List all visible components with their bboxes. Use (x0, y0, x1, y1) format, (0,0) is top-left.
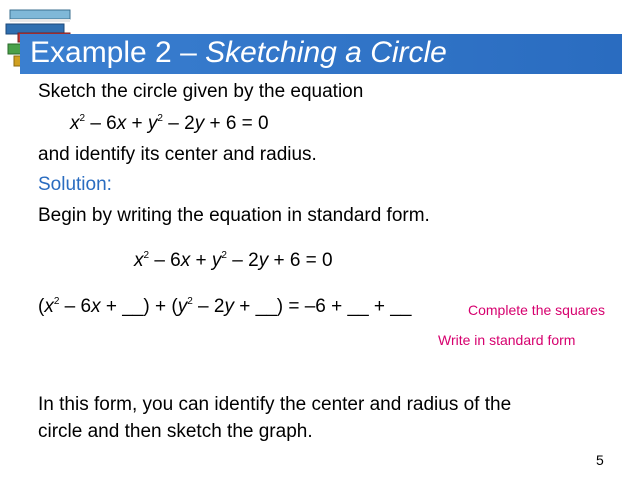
note-standard-form: Write in standard form (438, 332, 576, 348)
eq-part: + __) + ( (100, 296, 178, 317)
var-y: y (224, 296, 234, 317)
eq-part: – 6 (149, 250, 181, 271)
exponent: 2 (221, 250, 227, 261)
eq-part: + 6 = 0 (204, 113, 269, 134)
eq-part: + __) = –6 + __ + __ (233, 296, 412, 317)
var-x: x (70, 113, 80, 134)
solution-label: Solution: (38, 174, 112, 195)
eq-part: ( (38, 296, 45, 317)
var-x: x (91, 296, 101, 317)
intro-text: Sketch the circle given by the equation (38, 81, 364, 102)
var-y: y (177, 296, 188, 317)
equation-1 (70, 112, 269, 136)
title-italic: Sketching a Circle (205, 36, 447, 69)
equation-3 (38, 295, 411, 319)
title-prefix: Example 2 – (30, 36, 206, 69)
exponent: 2 (53, 296, 60, 307)
equation-2 (134, 249, 333, 273)
var-y: y (258, 250, 269, 271)
eq-part: – 2 (162, 113, 195, 134)
eq-part: + 6 = 0 (268, 250, 333, 271)
eq-part: + (190, 250, 212, 271)
slide-title (30, 33, 447, 73)
var-x: x (134, 250, 144, 271)
eq-part: – 2 (192, 296, 225, 317)
exponent: 2 (79, 113, 86, 124)
exponent: 2 (157, 113, 163, 124)
note-complete-squares: Complete the squares (468, 302, 605, 318)
page-number: 5 (596, 452, 604, 468)
var-x: x (180, 250, 191, 271)
eq-part: – 6 (85, 113, 117, 134)
conclusion-line-1: In this form, you can identify the center and radius of the (38, 394, 512, 415)
var-y: y (147, 113, 158, 134)
var-x: x (116, 113, 127, 134)
var-y: y (194, 113, 205, 134)
conclusion-line-2: circle and then sketch the graph. (38, 421, 313, 442)
eq-part: – 6 (59, 296, 92, 317)
eq-part: + (126, 113, 148, 134)
eq-part: – 2 (226, 250, 259, 271)
var-y: y (211, 250, 222, 271)
identify-text: and identify its center and radius. (38, 144, 317, 165)
exponent: 2 (187, 296, 193, 307)
var-x: x (44, 296, 54, 317)
begin-text: Begin by writing the equation in standard form. (38, 205, 430, 226)
exponent: 2 (143, 250, 150, 261)
